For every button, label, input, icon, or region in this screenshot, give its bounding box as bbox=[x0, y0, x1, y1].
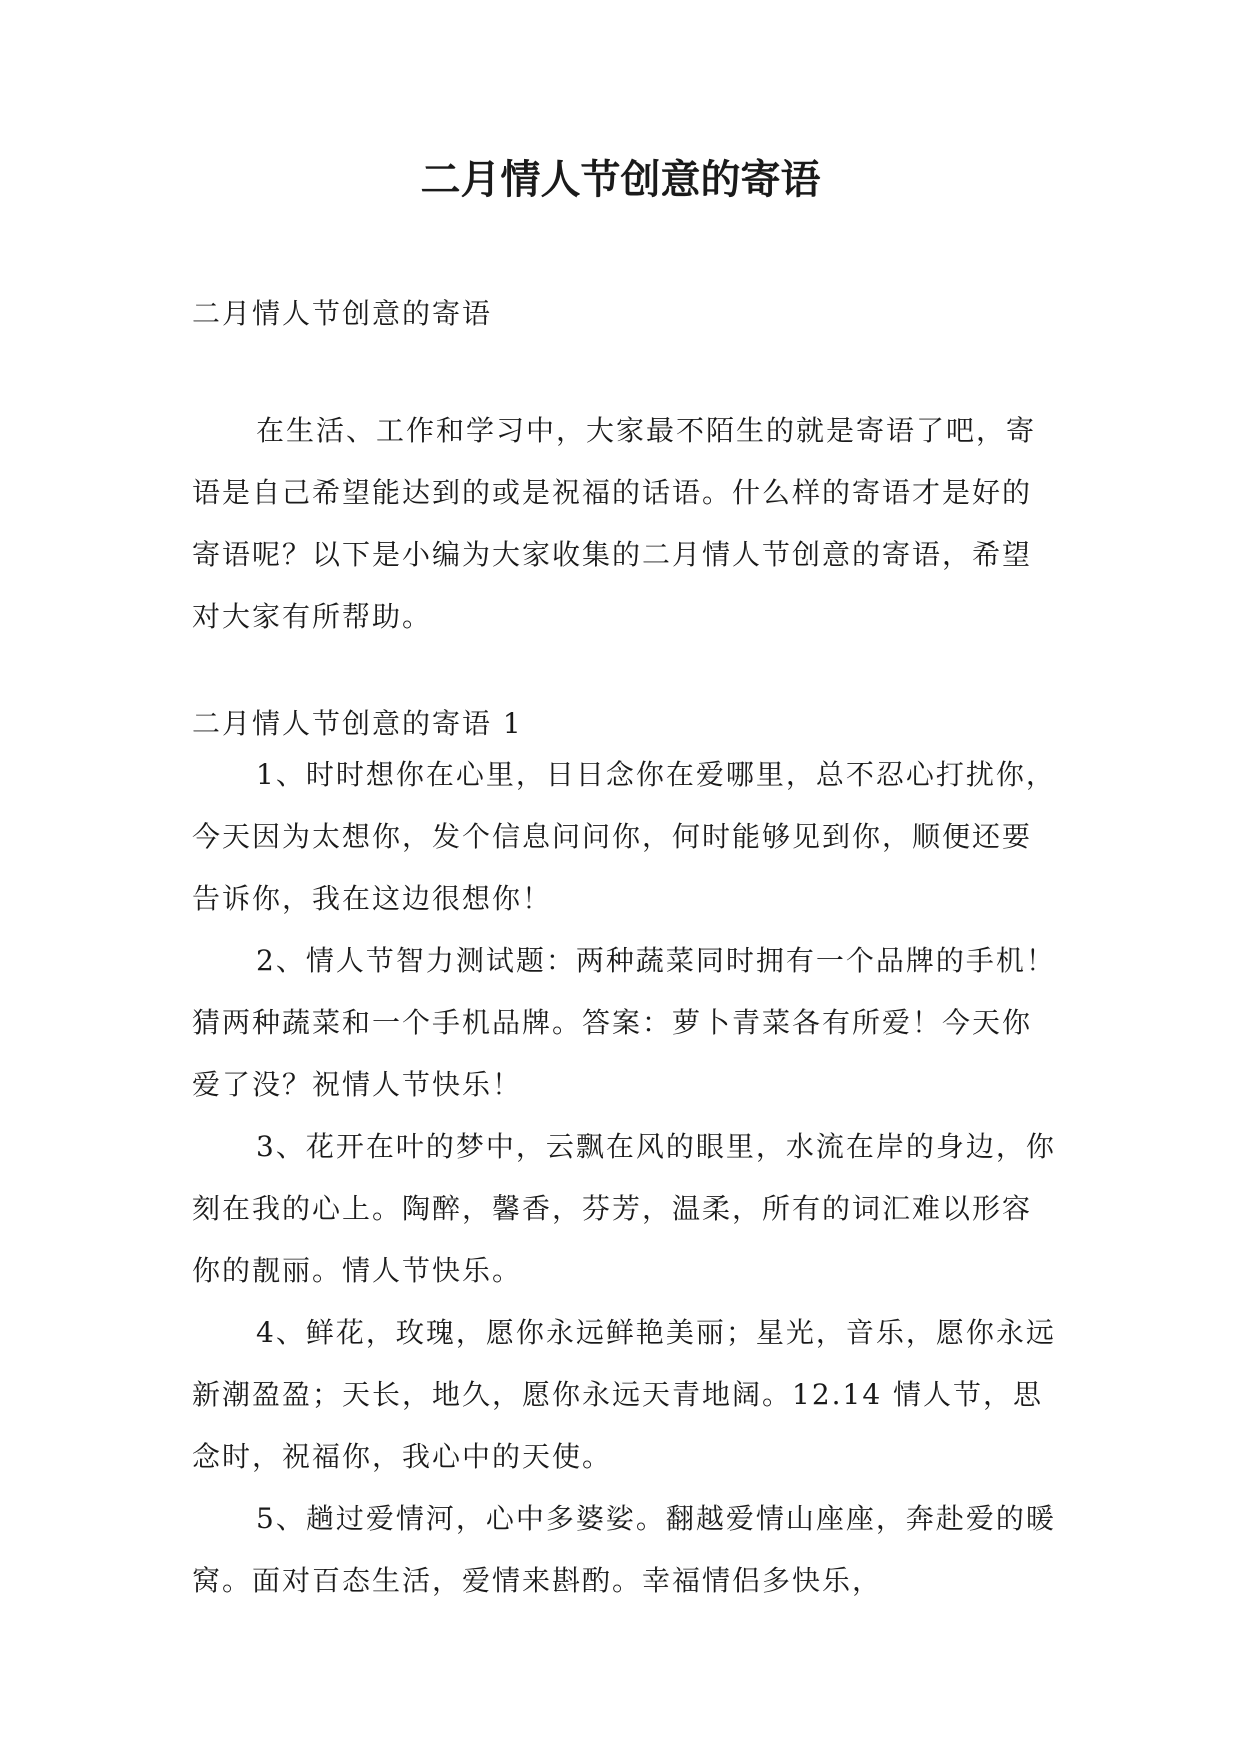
list-item: 3、花开在叶的梦中，云飘在风的眼里，水流在岸的身边，你刻在我的心上。陶醉，馨香，芬芳，温柔，所有的词汇难以形容你的靓丽。情人节快乐。 bbox=[192, 1130, 1056, 1287]
list-item: 4、鲜花，玫瑰，愿你永远鲜艳美丽；星光，音乐，愿你永远新潮盈盈；天长，地久，愿你永远天青地阔。12.14 情人节，思念时，祝福你，我心中的天使。 bbox=[192, 1316, 1056, 1473]
section-heading: 二月情人节创意的寄语 1 bbox=[192, 707, 523, 740]
intro-text: 在生活、工作和学习中，大家最不陌生的就是寄语了吧，寄语是自己希望能达到的或是祝福的话语。什么样的寄语才是好的寄语呢？以下是小编为大家收集的二月情人节创意的寄语，希望对大家有所帮助。 bbox=[192, 414, 1037, 633]
list-item: 5、趟过爱情河，心中多婆娑。翻越爱情山座座，奔赴爱的暖窝。面对百态生活，爱情来斟酌。幸福情侣多快乐， bbox=[192, 1502, 1056, 1597]
message-list bbox=[192, 744, 1060, 1612]
list-item: 2、情人节智力测试题：两种蔬菜同时拥有一个品牌的手机！猜两种蔬菜和一个手机品牌。答案：萝卜青菜各有所爱！今天你爱了没？祝情人节快乐！ bbox=[192, 944, 1056, 1101]
intro-paragraph bbox=[192, 400, 1060, 648]
document-title: 二月情人节创意的寄语 bbox=[420, 157, 821, 203]
list-item: 1、时时想你在心里，日日念你在爱哪里，总不忍心打扰你，今天因为太想你，发个信息问问你，何时能够见到你，顺便还要告诉你，我在这边很想你！ bbox=[192, 758, 1056, 915]
document-subtitle: 二月情人节创意的寄语 bbox=[192, 297, 493, 330]
